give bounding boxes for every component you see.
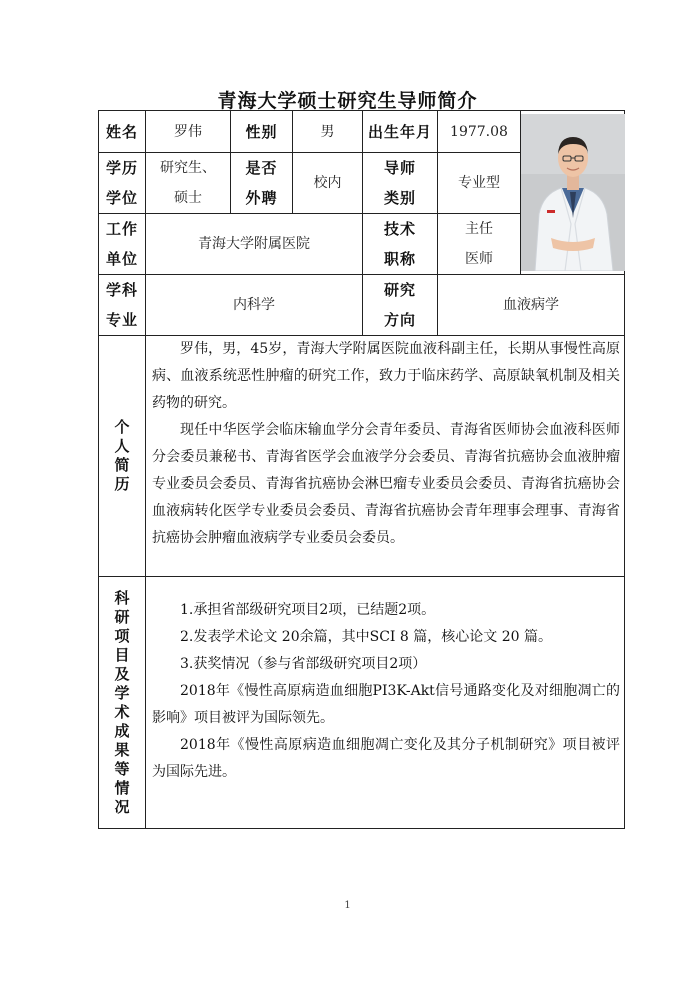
- name-value: 罗伟: [174, 124, 202, 140]
- education-label-line1: 学历: [105, 159, 138, 177]
- name-label: 姓名: [105, 122, 138, 141]
- research-label: 科研项目及学术成果等情况: [114, 588, 130, 816]
- major-label-cell: [99, 275, 146, 336]
- research-item-1: 1.承担省部级研究项目2项，已结题2项。: [180, 602, 436, 618]
- direction-value-cell: [438, 275, 625, 336]
- name-label-cell: [99, 111, 146, 153]
- gender-value-cell: [293, 111, 363, 153]
- direction-value: 血液病学: [503, 297, 559, 313]
- education-label-line2: 学位: [105, 189, 138, 207]
- tech-title-label-line2: 职称: [383, 250, 416, 268]
- external-label-line1: 是否: [245, 159, 278, 177]
- gender-value: 男: [320, 124, 335, 140]
- award-paragraph-1: 2018年《慢性高原病造血细胞PI3K-Akt信号通路变化及对细胞凋亡的影响》项目被评为国际领先。: [152, 683, 620, 726]
- name-value-cell: [146, 111, 231, 153]
- workplace-value: 青海大学附属医院: [198, 236, 310, 252]
- major-label-line2: 专业: [105, 311, 138, 329]
- bio-paragraph-2: 现任中华医学会临床输血学分会青年委员、青海省医师协会血液科医师分会委员兼秘书、青海省医学会血液学分会委员、青海省抗癌协会血液肿瘤专业委员会委员、青海省抗癌协会淋巴瘤专业委员会委员、青海省抗癌协会血液病转化医学专业委员会委员、青海省抗癌协会青年理事会理事、青海省抗癌协会肿瘤血液病学专业委员会委员。: [152, 422, 620, 546]
- education-value-line2: 硕士: [174, 190, 202, 206]
- tech-title-value-cell: [438, 214, 521, 275]
- education-value-cell: [146, 153, 231, 214]
- tech-title-value-line2: 医师: [465, 251, 493, 267]
- workplace-value-cell: [146, 214, 363, 275]
- research-label-cell: [99, 577, 146, 829]
- research-item-3: 3.获奖情况（参与省部级研究项目2项）: [180, 656, 427, 672]
- research-item-2: 2.发表学术论文 20余篇，其中SCI 8 篇，核心论文 20 篇。: [180, 629, 552, 645]
- major-value-cell: [146, 275, 363, 336]
- external-value: 校内: [313, 175, 342, 191]
- bio-label-cell: [99, 336, 146, 577]
- award-paragraph-2: 2018年《慢性高原病造血细胞凋亡变化及其分子机制研究》项目被评为国际先进。: [152, 737, 620, 780]
- direction-label-line2: 方向: [383, 311, 416, 329]
- supervisor-type-value-cell: [438, 153, 521, 214]
- education-label-cell: [99, 153, 146, 214]
- supervisor-type-label-line1: 导师: [383, 159, 416, 177]
- external-label-cell: [231, 153, 293, 214]
- external-value-cell: [293, 153, 363, 214]
- page-number: 1: [344, 900, 351, 911]
- gender-label: 性别: [245, 122, 278, 141]
- research-content-cell: [146, 577, 625, 829]
- tech-title-label-line1: 技术: [383, 220, 416, 238]
- birth-label: 出生年月: [367, 122, 432, 141]
- bio-content-cell: [146, 336, 625, 577]
- supervisor-type-label-line2: 类别: [383, 189, 416, 207]
- birth-label-cell: [363, 111, 438, 153]
- photo-cell: [521, 111, 625, 275]
- major-value: 内科学: [233, 297, 275, 313]
- workplace-label-line2: 单位: [105, 250, 138, 268]
- tech-title-value-line1: 主任: [465, 221, 493, 237]
- document-title: 青海大学硕士研究生导师简介: [217, 90, 478, 112]
- gender-label-cell: [231, 111, 293, 153]
- birth-value-cell: [438, 111, 521, 153]
- education-value-line1: 研究生、: [160, 160, 216, 176]
- portrait-photo: [521, 114, 625, 271]
- external-label-line2: 外聘: [245, 189, 278, 207]
- birth-value: 1977.08: [450, 124, 508, 140]
- supervisor-type-label-cell: [363, 153, 438, 214]
- supervisor-type-value: 专业型: [458, 175, 500, 191]
- direction-label-line1: 研究: [383, 281, 416, 299]
- bio-label: 个人简历: [114, 418, 130, 493]
- supervisor-profile-table: [98, 110, 625, 829]
- bio-paragraph-1: 罗伟，男，45岁，青海大学附属医院血液科副主任，长期从事慢性高原病、血液系统恶性肿瘤的研究工作，致力于临床药学、高原缺氧机制及相关药物的研究。: [152, 341, 620, 411]
- direction-label-cell: [363, 275, 438, 336]
- major-label-line1: 学科: [105, 281, 138, 299]
- workplace-label-line1: 工作: [105, 220, 138, 238]
- tech-title-label-cell: [363, 214, 438, 275]
- workplace-label-cell: [99, 214, 146, 275]
